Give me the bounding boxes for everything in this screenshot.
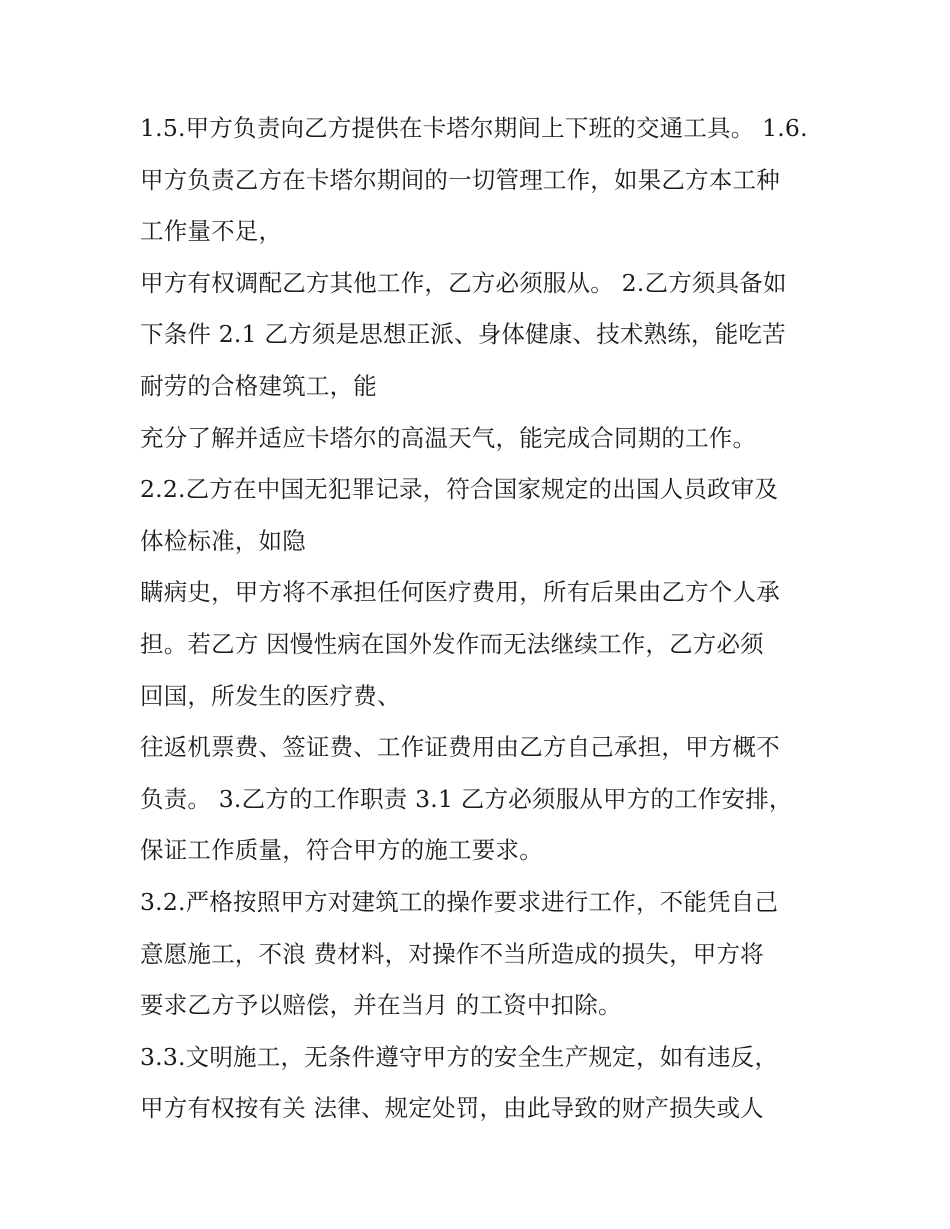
document-body <box>140 103 830 1135</box>
text-line: 1.5.甲方负责向乙方提供在卡塔尔期间上下班的交通工具。 1.6. <box>140 114 808 142</box>
paragraph-4 <box>140 464 830 567</box>
paragraph-2 <box>140 258 830 413</box>
paragraph-8 <box>140 1032 830 1135</box>
text-line: 3.2.严格按照甲方对建筑工的操作要求进行工作，不能凭自己 <box>140 887 779 916</box>
text-line: 3.3.文明施工，无条件遵守甲方的安全生产规定，如有违反， <box>140 1042 779 1071</box>
text-line: 负责。 3.乙方的工作职责 3.1 乙方必须服从甲方的工作安排， <box>140 784 793 813</box>
text-line: 意愿施工，不浪 费材料，对操作不当所造成的损失，甲方将 <box>140 939 764 968</box>
text-line: 甲方有权调配乙方其他工作，乙方必须服从。 2.乙方须具备如 <box>140 268 787 297</box>
text-line: 2.2.乙方在中国无犯罪记录，符合国家规定的出国人员政审及 <box>140 475 779 504</box>
paragraph-3 <box>140 413 830 465</box>
text-line: 充分了解并适应卡塔尔的高温天气，能完成合同期的工作。 <box>140 423 757 452</box>
text-line: 工作量不足， <box>140 217 283 246</box>
text-line: 往返机票费、签证费、工作证费用由乙方自己承担，甲方概不 <box>140 733 780 762</box>
text-line: 担。若乙方 因慢性病在国外发作而无法继续工作，乙方必须 <box>140 629 764 658</box>
paragraph-7 <box>140 877 830 1032</box>
text-line: 耐劳的合格建筑工，能 <box>140 371 377 400</box>
paragraph-6 <box>140 722 830 877</box>
text-line: 体检标准，如隐 <box>140 526 306 555</box>
paragraph-5 <box>140 567 830 722</box>
text-line: 瞒病史，甲方将不承担任何医疗费用，所有后果由乙方个人承 <box>140 578 780 607</box>
text-line: 甲方有权按有关 法律、规定处罚，由此导致的财产损失或人 <box>140 1094 764 1123</box>
paragraph-1 <box>140 103 830 258</box>
text-line: 甲方负责乙方在卡塔尔期间的一切管理工作，如果乙方本工种 <box>140 165 780 194</box>
text-line: 要求乙方予以赔偿，并在当月 的工资中扣除。 <box>140 991 622 1020</box>
text-line: 回国，所发生的医疗费、 <box>140 681 401 710</box>
text-line: 保证工作质量，符合甲方的施工要求。 <box>140 836 543 865</box>
text-line: 下条件 2.1 乙方须是思想正派、身体健康、技术熟练，能吃苦 <box>140 320 786 349</box>
